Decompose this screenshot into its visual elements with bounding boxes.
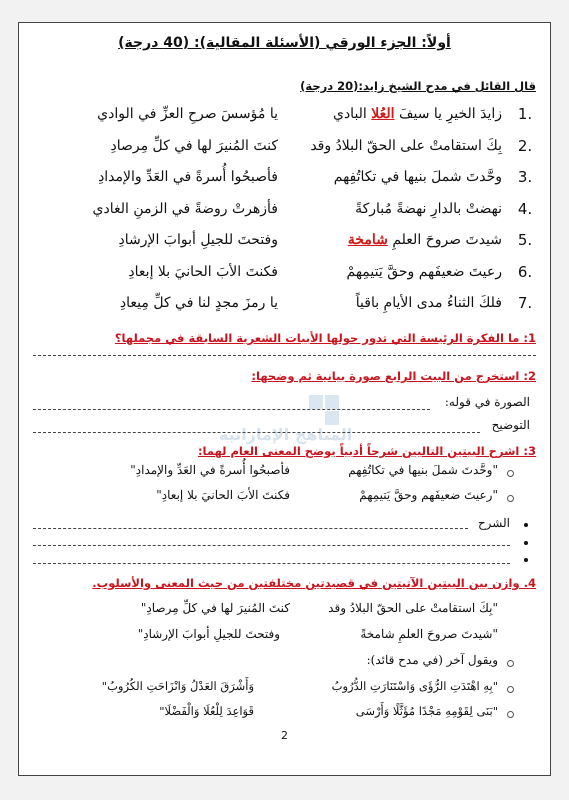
exam-page xyxy=(18,22,551,776)
verse-text: زايدَ الخيرِ يا سيفَ xyxy=(394,106,502,122)
section-title xyxy=(19,35,550,51)
bullet-circle xyxy=(507,495,514,502)
verse-second-hemistich: يا رمزَ مجدٍ لنا في كلِّ مِيعادِ xyxy=(119,295,278,311)
image-label: الصورة في قوله: xyxy=(444,395,530,409)
bullet-circle xyxy=(507,660,514,667)
highlighted-word: شامخة xyxy=(347,232,388,248)
verse-first-hemistich xyxy=(334,169,502,185)
verse-second-hemistich: وفتحتَ للجيلِ أبوابَ الإرشادِ xyxy=(118,232,278,248)
answer-line xyxy=(33,355,536,356)
verse-first-hemistich xyxy=(347,264,502,280)
answer-line xyxy=(33,563,510,564)
q-idea-heading: 1: ما الفكرة الرئيسة التي تدور حولها الأبيات الشعرية السابقة في مجملها؟ xyxy=(114,331,536,345)
pair-right: "رعيتَ ضعيفَهم وحقَّ يَتيمِهمْ xyxy=(359,488,498,502)
answer-line xyxy=(33,409,430,410)
bullet-circle xyxy=(507,470,514,477)
watermark-logo xyxy=(199,395,359,445)
verse-number: 3. xyxy=(517,168,533,186)
verse-number: 7. xyxy=(517,294,533,312)
verse-text: بِكَ استقامتْ على الحقّ البلادُ وقد xyxy=(310,137,502,154)
answer-line xyxy=(33,528,468,529)
bullet-circle xyxy=(507,711,514,718)
section-title-text: أولاً: الجزء الورقي (الأسئلة المقالية): (40 درجة) xyxy=(118,35,451,51)
watermark-text: المناهج الإماراتية xyxy=(219,425,353,444)
pair-right: "وحَّدتَ شملَ بنيها في تكاتُفِهم xyxy=(348,463,498,477)
verse-text: نهضتْ بالدارِ نهضةً مُباركةً xyxy=(355,200,502,217)
explain-label: الشرح xyxy=(477,516,510,530)
pair-right: "بَنَى لِقَوْمِهِ مَجْدًا مُؤَثَّلًا وَأَرْسَى xyxy=(355,704,498,718)
verse-text: رعيتَ ضعيفَهم وحقَّ يَتيمِهمْ xyxy=(346,263,502,280)
q-explain-heading: 3: اشرح البيتين التاليين شرحاً أدبياً يوضح المعنى العام لهما: xyxy=(197,444,536,458)
verse-text: فلكَ الثناءُ مدى الأيامِ باقياً xyxy=(355,295,502,311)
pair-left: كنتَ المُنيرَ لها في كلِّ مِرصادِ" xyxy=(140,601,290,615)
verse-number: 1. xyxy=(517,105,533,123)
bullet-dot xyxy=(524,541,528,545)
verse-second-hemistich: كنتَ المُنيرَ لها في كلِّ مِرصادِ xyxy=(110,137,278,154)
page-number: 2 xyxy=(281,729,288,742)
verse-second-hemistich: يا مُؤسسَ صرحِ العزِّ في الوادي xyxy=(97,106,278,122)
verse-first-hemistich xyxy=(310,138,502,154)
pair-left: وَأَشْرَقَ العَدْلُ وَانْزَاحَتِ الكُرُوبُ" xyxy=(101,679,254,693)
verse-number: 4. xyxy=(517,199,533,218)
bullet-dot xyxy=(524,558,528,562)
pair-left: فكنتَ الأبَ الحانيَ بلا إبعادِ" xyxy=(156,488,290,502)
verse-second-hemistich: فأصبحُوا أُسرةً في العَدِّ والإمدادِ xyxy=(98,169,278,185)
pair-right: "بِكَ استقامتْ على الحقّ البلادُ وقد xyxy=(328,601,498,615)
q-compare-heading: 4. وازن بين البيتين الآتيتين في قصيدتين مختلفتين من حيث المعنى والأسلوب. xyxy=(92,576,536,590)
answer-line xyxy=(33,545,510,546)
verse-text: شيدتَ صروحَ العلمِ xyxy=(387,232,502,248)
intro-text: ويقول آخر (في مدح قائد): xyxy=(366,653,498,667)
verse-number: 2. xyxy=(517,136,533,155)
verse-first-hemistich xyxy=(356,295,502,311)
pair-right: "بِهِ اهْتَدَتِ الرُّؤَى وَاسْتَنَارَتِ الدُّرُوبُ xyxy=(331,679,498,693)
pair-left: قَوَاعِدَ لِلْعُلَا وَالْفَضْلَا" xyxy=(159,704,254,718)
pair-right: "شيدتَ صروحَ العلمِ شامخةً xyxy=(360,627,498,641)
verse-second-hemistich: فكنتَ الأبَ الحانيَ بلا إبعادِ xyxy=(128,263,278,280)
explain-label: التوضيح xyxy=(491,418,530,432)
verse-first-hemistich xyxy=(348,232,502,248)
highlighted-word: العُلا xyxy=(371,106,395,122)
answer-line xyxy=(33,432,480,433)
pair-left: فأصبحُوا أُسرةً في العَدِّ والإمدادِ" xyxy=(130,463,290,477)
bullet-dot xyxy=(524,523,528,527)
pair-left: وفتحتَ للجيلِ أبوابَ الإرشادِ" xyxy=(137,627,280,641)
q1-heading: قال القائل في مدح الشيخ زايد:(20 درجة) xyxy=(300,79,536,93)
verse-number: 6. xyxy=(517,262,533,281)
bullet-circle xyxy=(507,686,514,693)
q-image-heading: 2: استخرج من البيت الرابع صورة بيانية ثم وضحها: xyxy=(251,369,536,383)
verse-number: 5. xyxy=(517,231,533,249)
verse-first-hemistich xyxy=(333,106,502,122)
verse-text: البادي xyxy=(332,106,372,122)
verse-first-hemistich xyxy=(355,201,502,217)
verse-text: وحَّدتَ شملَ بنيها في تكاتُفِهم xyxy=(333,169,502,185)
verse-second-hemistich: فأزهرتْ روضةً في الزمنِ الغادي xyxy=(92,200,278,217)
